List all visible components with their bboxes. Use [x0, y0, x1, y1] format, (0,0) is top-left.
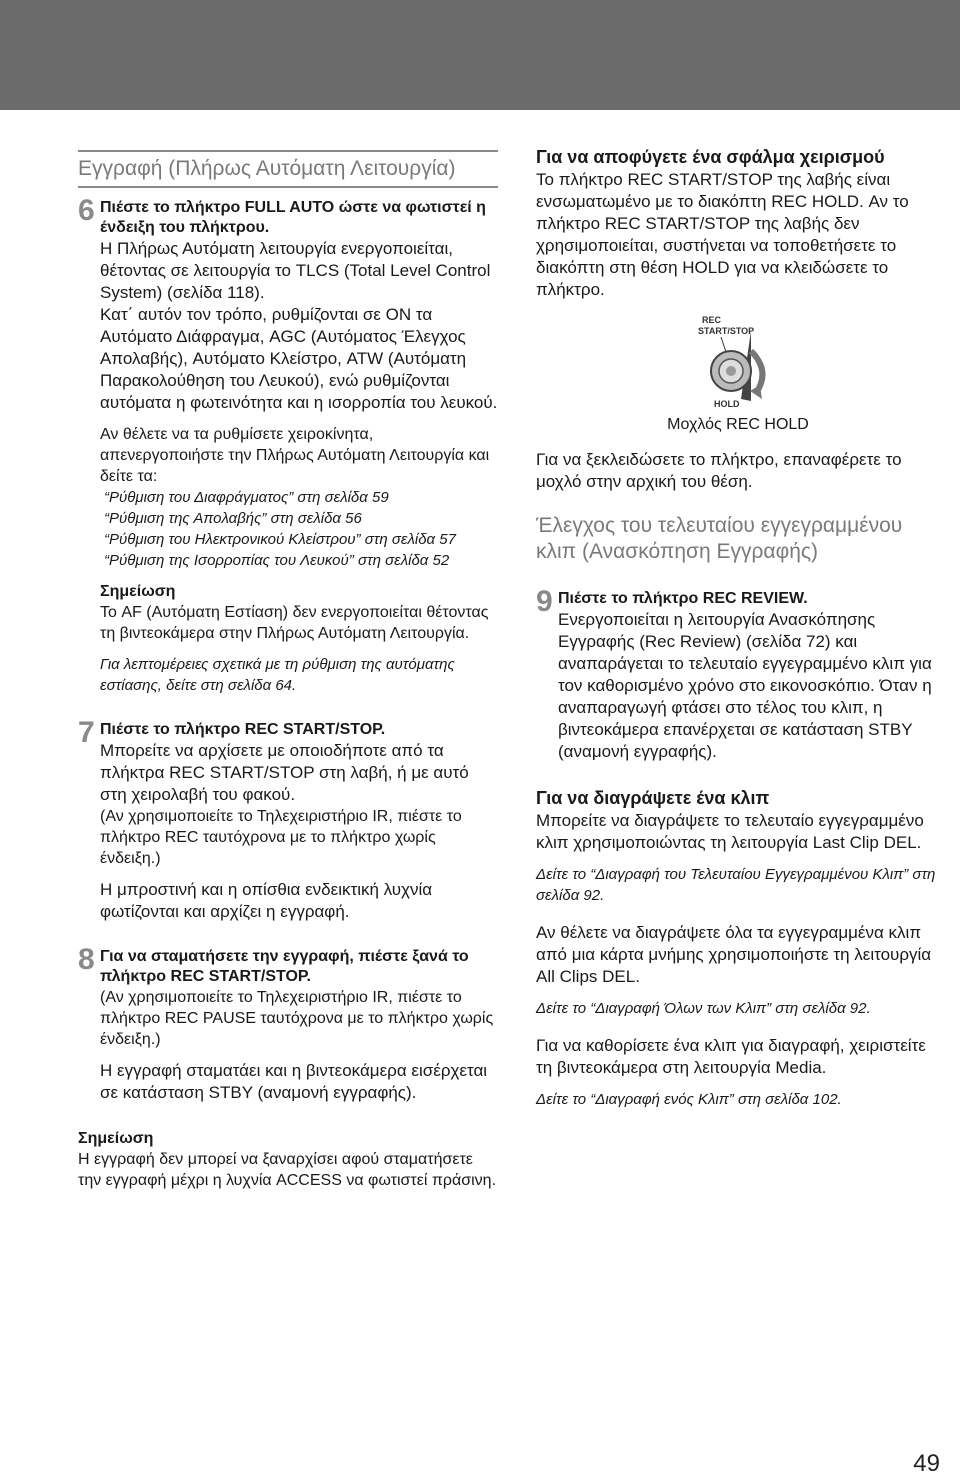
paragraph: Η εγγραφή σταματάει και η βιντεοκάμερα εισέρχεται σε κατάσταση STBY (αναμονή εγγραφής).	[100, 1061, 488, 1102]
reference: “Ρύθμιση του Διαφράγματος” στη σελίδα 59	[104, 489, 389, 506]
step-9	[536, 585, 940, 763]
header-bar	[0, 0, 960, 110]
note-heading: Σημείωση	[100, 583, 176, 600]
step-8	[78, 943, 498, 1104]
reference: “Ρύθμιση της Ισορροπίας του Λευκού” στη σελίδα 52	[104, 552, 450, 569]
paragraph: Για να καθορίσετε ένα κλιπ για διαγραφή, χειριστείτε τη βιντεοκάμερα στη λειτουργία Media.	[536, 1036, 926, 1077]
note-reference: Για λεπτομέρειες σχετικά με τη ρύθμιση της αυτόματης εστίασης, δείτε στη σελίδα 64.	[100, 656, 455, 694]
reference: “Ρύθμιση της Απολαβής” στη σελίδα 56	[104, 510, 362, 527]
rec-hold-lever-illustration	[536, 311, 940, 411]
paragraph: (Αν χρησιμοποιείτε το Τηλεχειριστήριο IR, πιέστε το πλήκτρο REC PAUSE ταυτόχρονα με το πλήκτρο χωρίς ένδειξη.)	[100, 989, 494, 1048]
paragraph: Ενεργοποιείται η λειτουργία Ανασκόπησης Εγγραφής (Rec Review) (σελίδα 72) και αναπαράγεται το τελευταίο εγγεγραμμένο κλιπ για τον καθορισμένο χρόνο στο εικονοσκόπιο. Όταν η αναπαραγωγή φτάσει στο τέλος του κλιπ, η βιντεοκάμερα επανέρχεται σε κατάσταση STBY (αναμονή εγγραφής).	[558, 610, 932, 761]
page-number: 49	[913, 1450, 940, 1477]
step-title: Πιέστε το πλήκτρο REC START/STOP.	[100, 721, 386, 738]
paragraph: Αν θέλετε να τα ρυθμίσετε χειροκίνητα, απενεργοποιήστε την Πλήρως Αυτόματη Λειτουργία και δείτε τα:	[100, 426, 490, 485]
note-text: Το AF (Αυτόματη Εστίαση) δεν ενεργοποιείται θέτοντας τη βιντεοκάμερα στην Πλήρως Αυτόματη Λειτουργία.	[100, 604, 489, 642]
paragraph: Αν θέλετε να διαγράψετε όλα τα εγγεγραμμένα κλιπ από μια κάρτα μνήμης χρησιμοποιήστε τη λειτουργία All Clips DEL.	[536, 923, 932, 986]
reference: “Ρύθμιση του Ηλεκτρονικού Κλείστρου” στη σελίδα 57	[104, 531, 456, 548]
bottom-note-heading: Σημείωση	[78, 1130, 154, 1147]
figure-label-start-stop: START/STOP	[698, 326, 755, 336]
paragraph: (Αν χρησιμοποιείτε το Τηλεχειριστήριο IR, πιέστε το πλήκτρο REC ταυτόχρονα με το πλήκτρο χωρίς ένδειξη.)	[100, 808, 462, 867]
error-text: Το πλήκτρο REC START/STOP της λαβής είναι ενσωματωμένο με το διακόπτη REC HOLD. Αν το πλήκτρο REC START/STOP της λαβής δεν χρησιμοποιείται, συστήνεται να τοποθετήσετε το διακόπτη στη θέση HOLD για να κλειδώσετε το πλήκτρο.	[536, 170, 909, 299]
paragraph: Μπορείτε να αρχίσετε με οποιοδήποτε από τα πλήκτρα REC START/STOP στη λαβή, ή με αυτό στη χειρολαβή του φακού.	[100, 741, 469, 804]
reference: Δείτε το “Διαγραφή ενός Κλιπ” στη σελίδα 102.	[536, 1091, 842, 1108]
unlock-text: Για να ξεκλειδώσετε το πλήκτρο, επαναφέρετε το μοχλό στην αρχική του θέση.	[536, 450, 902, 491]
paragraph: Η Πλήρως Αυτόματη λειτουργία ενεργοποιείται, θέτοντας σε λειτουργία το TLCS (Total Level Control System) (σελίδα 118).	[100, 239, 491, 302]
step-title: Πιέστε το πλήκτρο FULL AUTO ώστε να φωτιστεί η ένδειξη του πλήκτρου.	[100, 199, 486, 236]
section-title-full-auto: Εγγραφή (Πλήρως Αυτόματη Λειτουργία)	[78, 150, 498, 188]
bottom-note-text: Η εγγραφή δεν μπορεί να ξαναρχίσει αφού σταματήσετε την εγγραφή μέχρι η λυχνία ACCESS να φωτιστεί πράσινη.	[78, 1151, 497, 1189]
left-column	[78, 150, 498, 1191]
step-6	[78, 194, 498, 696]
step-7	[78, 716, 498, 923]
paragraph: Κατ΄ αυτόν τον τρόπο, ρυθμίζονται σε ON τα Αυτόματο Διάφραγμα, AGC (Αυτόματος Έλεγχος Απολαβής), Αυτόματο Κλείστρο, ATW (Αυτόματη Παρακολούθηση του Λευκού), ενώ ρυθμίζονται αυτόματα η φωτεινότητα και η ισορροπία του λευκού.	[100, 305, 498, 412]
error-heading: Για να αποφύγετε ένα σφάλμα χειρισμού	[536, 147, 885, 167]
step-number: 9	[536, 585, 553, 618]
figure-label-rec: REC	[702, 315, 722, 325]
figure-caption: Μοχλός REC HOLD	[667, 416, 809, 433]
step-title: Πιέστε το πλήκτρο REC REVIEW.	[558, 590, 808, 607]
rec-hold-figure	[536, 311, 940, 411]
reference: Δείτε το “Διαγραφή Όλων των Κλιπ” στη σελίδα 92.	[536, 1000, 871, 1017]
step-number: 7	[78, 716, 95, 749]
step-number: 8	[78, 943, 95, 976]
section-title-rec-review: Έλεγχος του τελευταίου εγγεγραμμένου κλιπ (Ανασκόπηση Εγγραφής)	[536, 514, 903, 563]
step-title: Για να σταματήσετε την εγγραφή, πιέστε ξανά το πλήκτρο REC START/STOP.	[100, 948, 469, 985]
step-number: 6	[78, 194, 95, 227]
figure-label-hold: HOLD	[714, 399, 740, 409]
delete-heading: Για να διαγράψετε ένα κλιπ	[536, 788, 770, 808]
paragraph: Μπορείτε να διαγράψετε το τελευταίο εγγεγραμμένο κλιπ χρησιμοποιώντας τη λειτουργία Last Clip DEL.	[536, 811, 924, 852]
reference: Δείτε το “Διαγραφή του Τελευταίου Εγγεγραμμένου Κλιπ” στη σελίδα 92.	[536, 866, 936, 904]
paragraph: Η μπροστινή και η οπίσθια ενδεικτική λυχνία φωτίζονται και αρχίζει η εγγραφή.	[100, 880, 433, 921]
right-column	[536, 146, 940, 1110]
